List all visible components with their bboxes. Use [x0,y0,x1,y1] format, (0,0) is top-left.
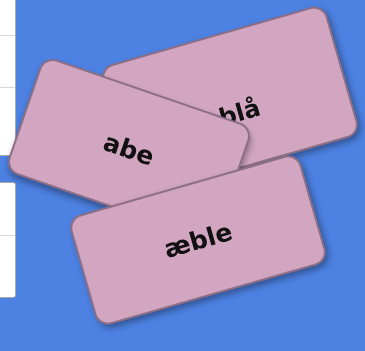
card-word: abe [99,126,159,172]
panel-divider [0,35,15,36]
background-panel-bottom [0,182,16,298]
card-word: æble [160,216,236,264]
panel-divider [0,235,15,236]
panel-divider [0,87,15,88]
background-panel-top [0,0,16,156]
card-word: blå [215,93,264,132]
